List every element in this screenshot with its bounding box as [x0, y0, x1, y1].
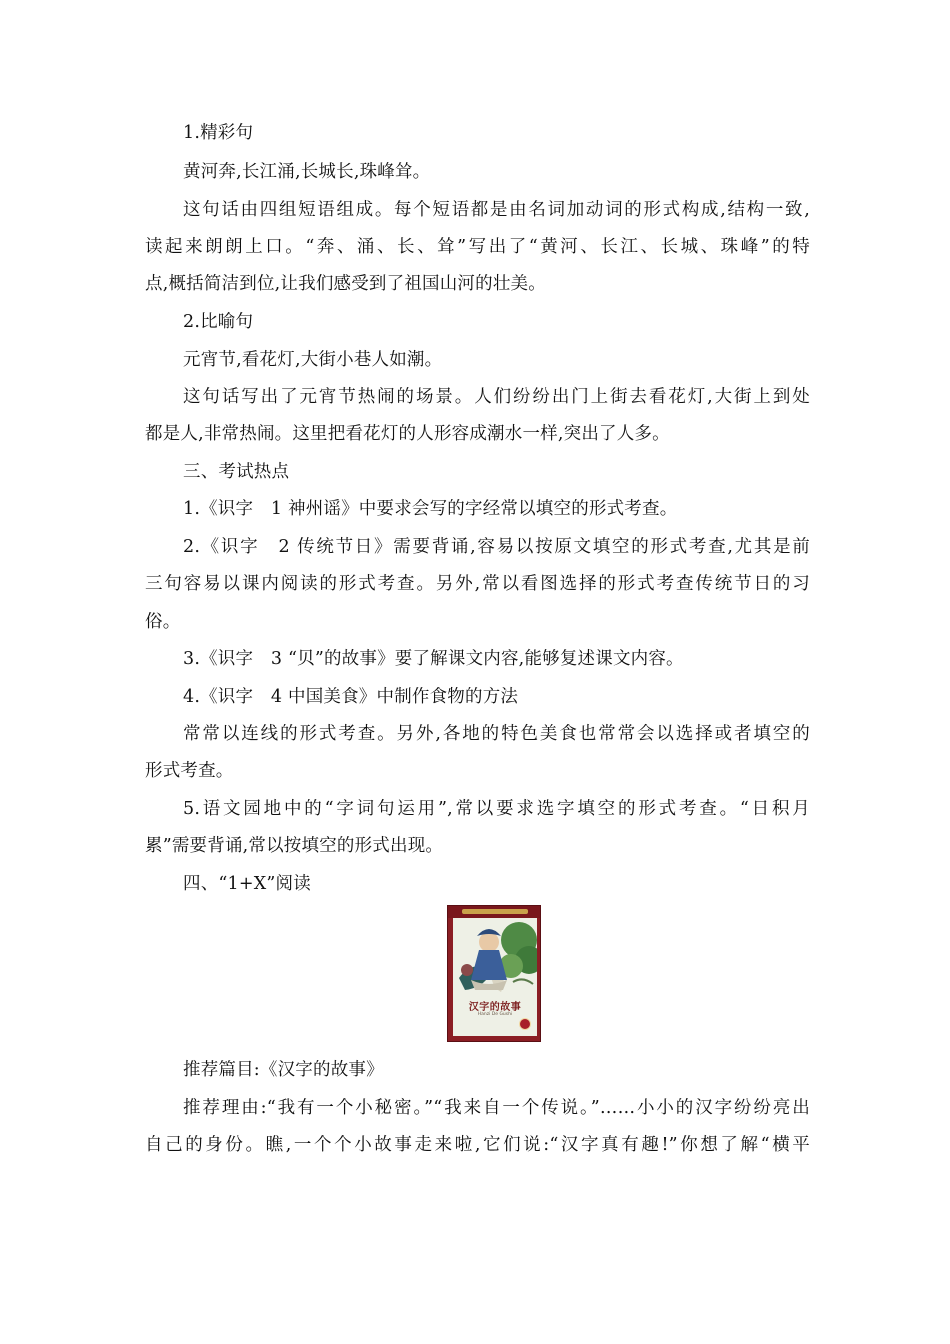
paragraph-line: 三句容易以课内阅读的形式考查。另外,常以看图选择的形式考查传统节日的习: [145, 574, 810, 594]
cover-illustration: [453, 918, 537, 1036]
heading-wonderful-sentence: 1.精彩句: [183, 123, 254, 143]
section-heading-exam-hotspots: 三、考试热点: [183, 462, 290, 482]
recommended-title: 推荐篇目:《汉字的故事》: [183, 1060, 384, 1080]
book-cover-image: [447, 905, 541, 1042]
cover-title: 汉字的故事: [468, 1002, 522, 1013]
list-item: 1.《识字 1 神州谣》中要求会写的字经常以填空的形式考查。: [183, 499, 678, 519]
paragraph-line: 这句话由四组短语组成。每个短语都是由名词加动词的形式构成,结构一致,: [183, 200, 810, 220]
publisher-seal-icon: [519, 1018, 531, 1030]
cover-top-band: [448, 906, 541, 918]
paragraph-line: 都是人,非常热闹。这里把看花灯的人形容成潮水一样,突出了人多。: [145, 424, 670, 444]
example-sentence-2: 元宵节,看花灯,大街小巷人如潮。: [183, 350, 443, 370]
series-banner: [462, 909, 528, 914]
paragraph-line: 俗。: [145, 612, 181, 632]
list-item: 5.语文园地中的“字词句运用”,常以要求选字填空的形式考查。“日积月: [183, 799, 810, 819]
paragraph-line: 形式考查。: [145, 761, 234, 781]
paragraph-line: 累”需要背诵,常以按填空的形式出现。: [145, 836, 444, 856]
paragraph-line: 点,概括简洁到位,让我们感受到了祖国山河的壮美。: [145, 274, 546, 294]
list-item: 2.《识字 2 传统节日》需要背诵,容易以按原文填空的形式考查,尤其是前: [183, 537, 810, 557]
example-sentence-1: 黄河奔,长江涌,长城长,珠峰耸。: [183, 162, 431, 182]
paragraph-line: 这句话写出了元宵节热闹的场景。人们纷纷出门上街去看花灯,大街上到处: [183, 387, 810, 407]
list-item: 4.《识字 4 中国美食》中制作食物的方法: [183, 687, 519, 707]
list-item: 3.《识字 3 “贝”的故事》要了解课文内容,能够复述课文内容。: [183, 649, 684, 669]
paragraph-line: 常常以连线的形式考查。另外,各地的特色美食也常常会以选择或者填空的: [183, 724, 810, 744]
recommendation-reason: 推荐理由:“我有一个小秘密。”“我来自一个传说。”……小小的汉字纷纷亮出: [183, 1098, 810, 1118]
heading-metaphor-sentence: 2.比喻句: [183, 312, 254, 332]
paragraph-line: 读起来朗朗上口。“奔、涌、长、耸”写出了“黄河、长江、长城、珠峰”的特: [145, 237, 810, 257]
paragraph-line: 自己的身份。瞧,一个个小故事走来啦,它们说:“汉字真有趣!”你想了解“横平: [145, 1135, 810, 1155]
cover-pinyin: Hanzi De Gushi: [477, 1012, 513, 1017]
section-heading-reading: 四、“1+X”阅读: [183, 874, 311, 894]
